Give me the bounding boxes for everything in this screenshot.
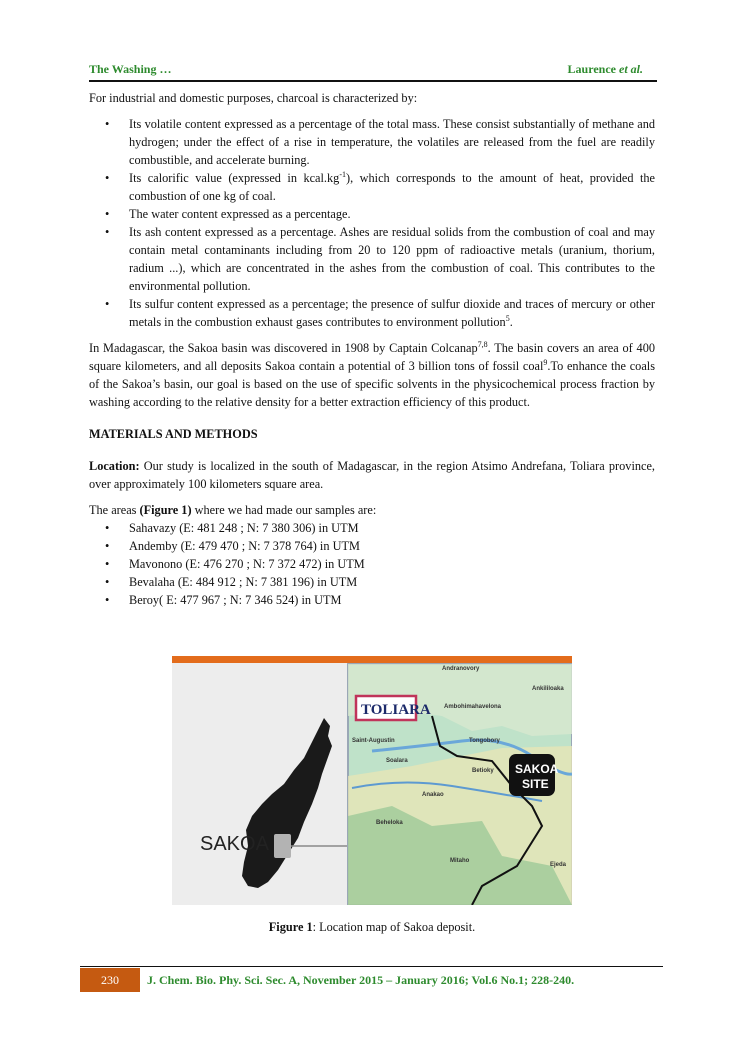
list-item: • The water content expressed as a percentage. — [105, 207, 351, 221]
place-label: Andranovory — [442, 666, 480, 672]
site-label-1: SAKOA — [515, 762, 559, 776]
intro-paragraph: For industrial and domestic purposes, charcoal is characterized by: — [89, 91, 418, 105]
header-rule — [89, 80, 657, 82]
list-item: • Its volatile content expressed as a percentage of the total mass. These consist substantially of methane and hydrogen; under the effect of a rise in temperature, the volatiles are released from the fuel are readily combustible, and accelerate burning. — [105, 117, 655, 167]
list-item: • Its calorific value (expressed in $kcal.kg^{-1}$), which corresponds to the amount of heat, provided the combustion of one kg of coal. — [105, 169, 655, 203]
header-title: The Washing … — [89, 62, 172, 76]
sakoa-label: SAKOA — [200, 833, 269, 855]
running-header — [89, 62, 657, 80]
toliara-label: TOLIARA — [361, 702, 431, 718]
madagascar-paragraph: In Madagascar, the Sakoa basin was discovered in 1908 by Captain Colcanap$^{7,8}$. The basin covers an area of 400 square kilometers, and all deposits Sakoa contain a potential of 3 billion tons of fossil coal$^9$.To enhance the coals of the Sakoa’s basin, our goal is based on the use of specific solvents in the physicochemical process fraction by washing according to the relative density for a better extraction efficiency of this product. — [89, 339, 655, 409]
areas-intro: The areas (Figure 1) where we had made our samples are: — [89, 503, 377, 517]
place-label: Beheloka — [376, 820, 403, 826]
header-authors: Laurence et al. — [567, 62, 643, 76]
footer-rule — [80, 966, 663, 967]
list-item: • Beroy( E: 477 967 ; N: 7 346 524) in UTM — [105, 593, 342, 607]
journal-citation: J. Chem. Bio. Phy. Sci. Sec. A, November 2015 – January 2016; Vol.6 No.1; 228-240. — [147, 973, 575, 987]
place-label: Ankililoaka — [532, 686, 564, 692]
list-item: • Sahavazy (E: 481 248 ; N: 7 380 306) in UTM — [105, 521, 359, 535]
list-item: • Andemby (E: 479 470 ; N: 7 378 764) in UTM — [105, 539, 360, 553]
place-label: Mitaho — [450, 858, 470, 864]
article-body — [89, 89, 655, 609]
place-label: Betioky — [472, 768, 494, 774]
place-label: Ejeda — [550, 862, 567, 868]
figure-caption: Figure 1: Location map of Sakoa deposit. — [268, 920, 476, 934]
page-number: 230 — [80, 968, 140, 992]
place-label: Ambohimahavelona — [444, 704, 502, 710]
list-item: • Bevalaha (E: 484 912 ; N: 7 381 196) in UTM — [105, 575, 358, 589]
location-paragraph: Location: Our study is localized in the south of Madagascar, in the region Atsimo Andrefana, Toliara province, over approximately 100 kilometers square area. — [89, 459, 655, 491]
place-label: Anakao — [422, 792, 444, 798]
list-item: • Mavonono (E: 476 270 ; N: 7 372 472) in UTM — [105, 557, 365, 571]
location-map-figure — [172, 656, 572, 905]
site-label-2: SITE — [522, 777, 549, 791]
section-heading: MATERIALS AND METHODS — [89, 427, 258, 441]
charcoal-properties-list — [89, 115, 655, 331]
place-label: Soalara — [386, 758, 408, 764]
detail-map — [348, 664, 572, 905]
place-label: Saint-Augustin — [352, 738, 395, 744]
place-label: Tongobory — [469, 738, 500, 744]
areas-list — [89, 519, 655, 609]
sakoa-marker — [274, 834, 291, 858]
list-item: • Its sulfur content expressed as a percentage; the presence of sulfur dioxide and traces of mercury or other metals in the combustion exhaust gases contributes to environment pollution$^5$. — [105, 297, 655, 329]
figure-top-bar — [172, 656, 572, 663]
list-item: • Its ash content expressed as a percentage. Ashes are residual solids from the combustion of coal and may contain metal contaminants including from 20 to 120 ppm of radioactive metals (uranium, thorium, radium ...), which are concentrated in the ashes from the combustion of coal. This contributes to the environmental pollution. — [105, 225, 655, 293]
